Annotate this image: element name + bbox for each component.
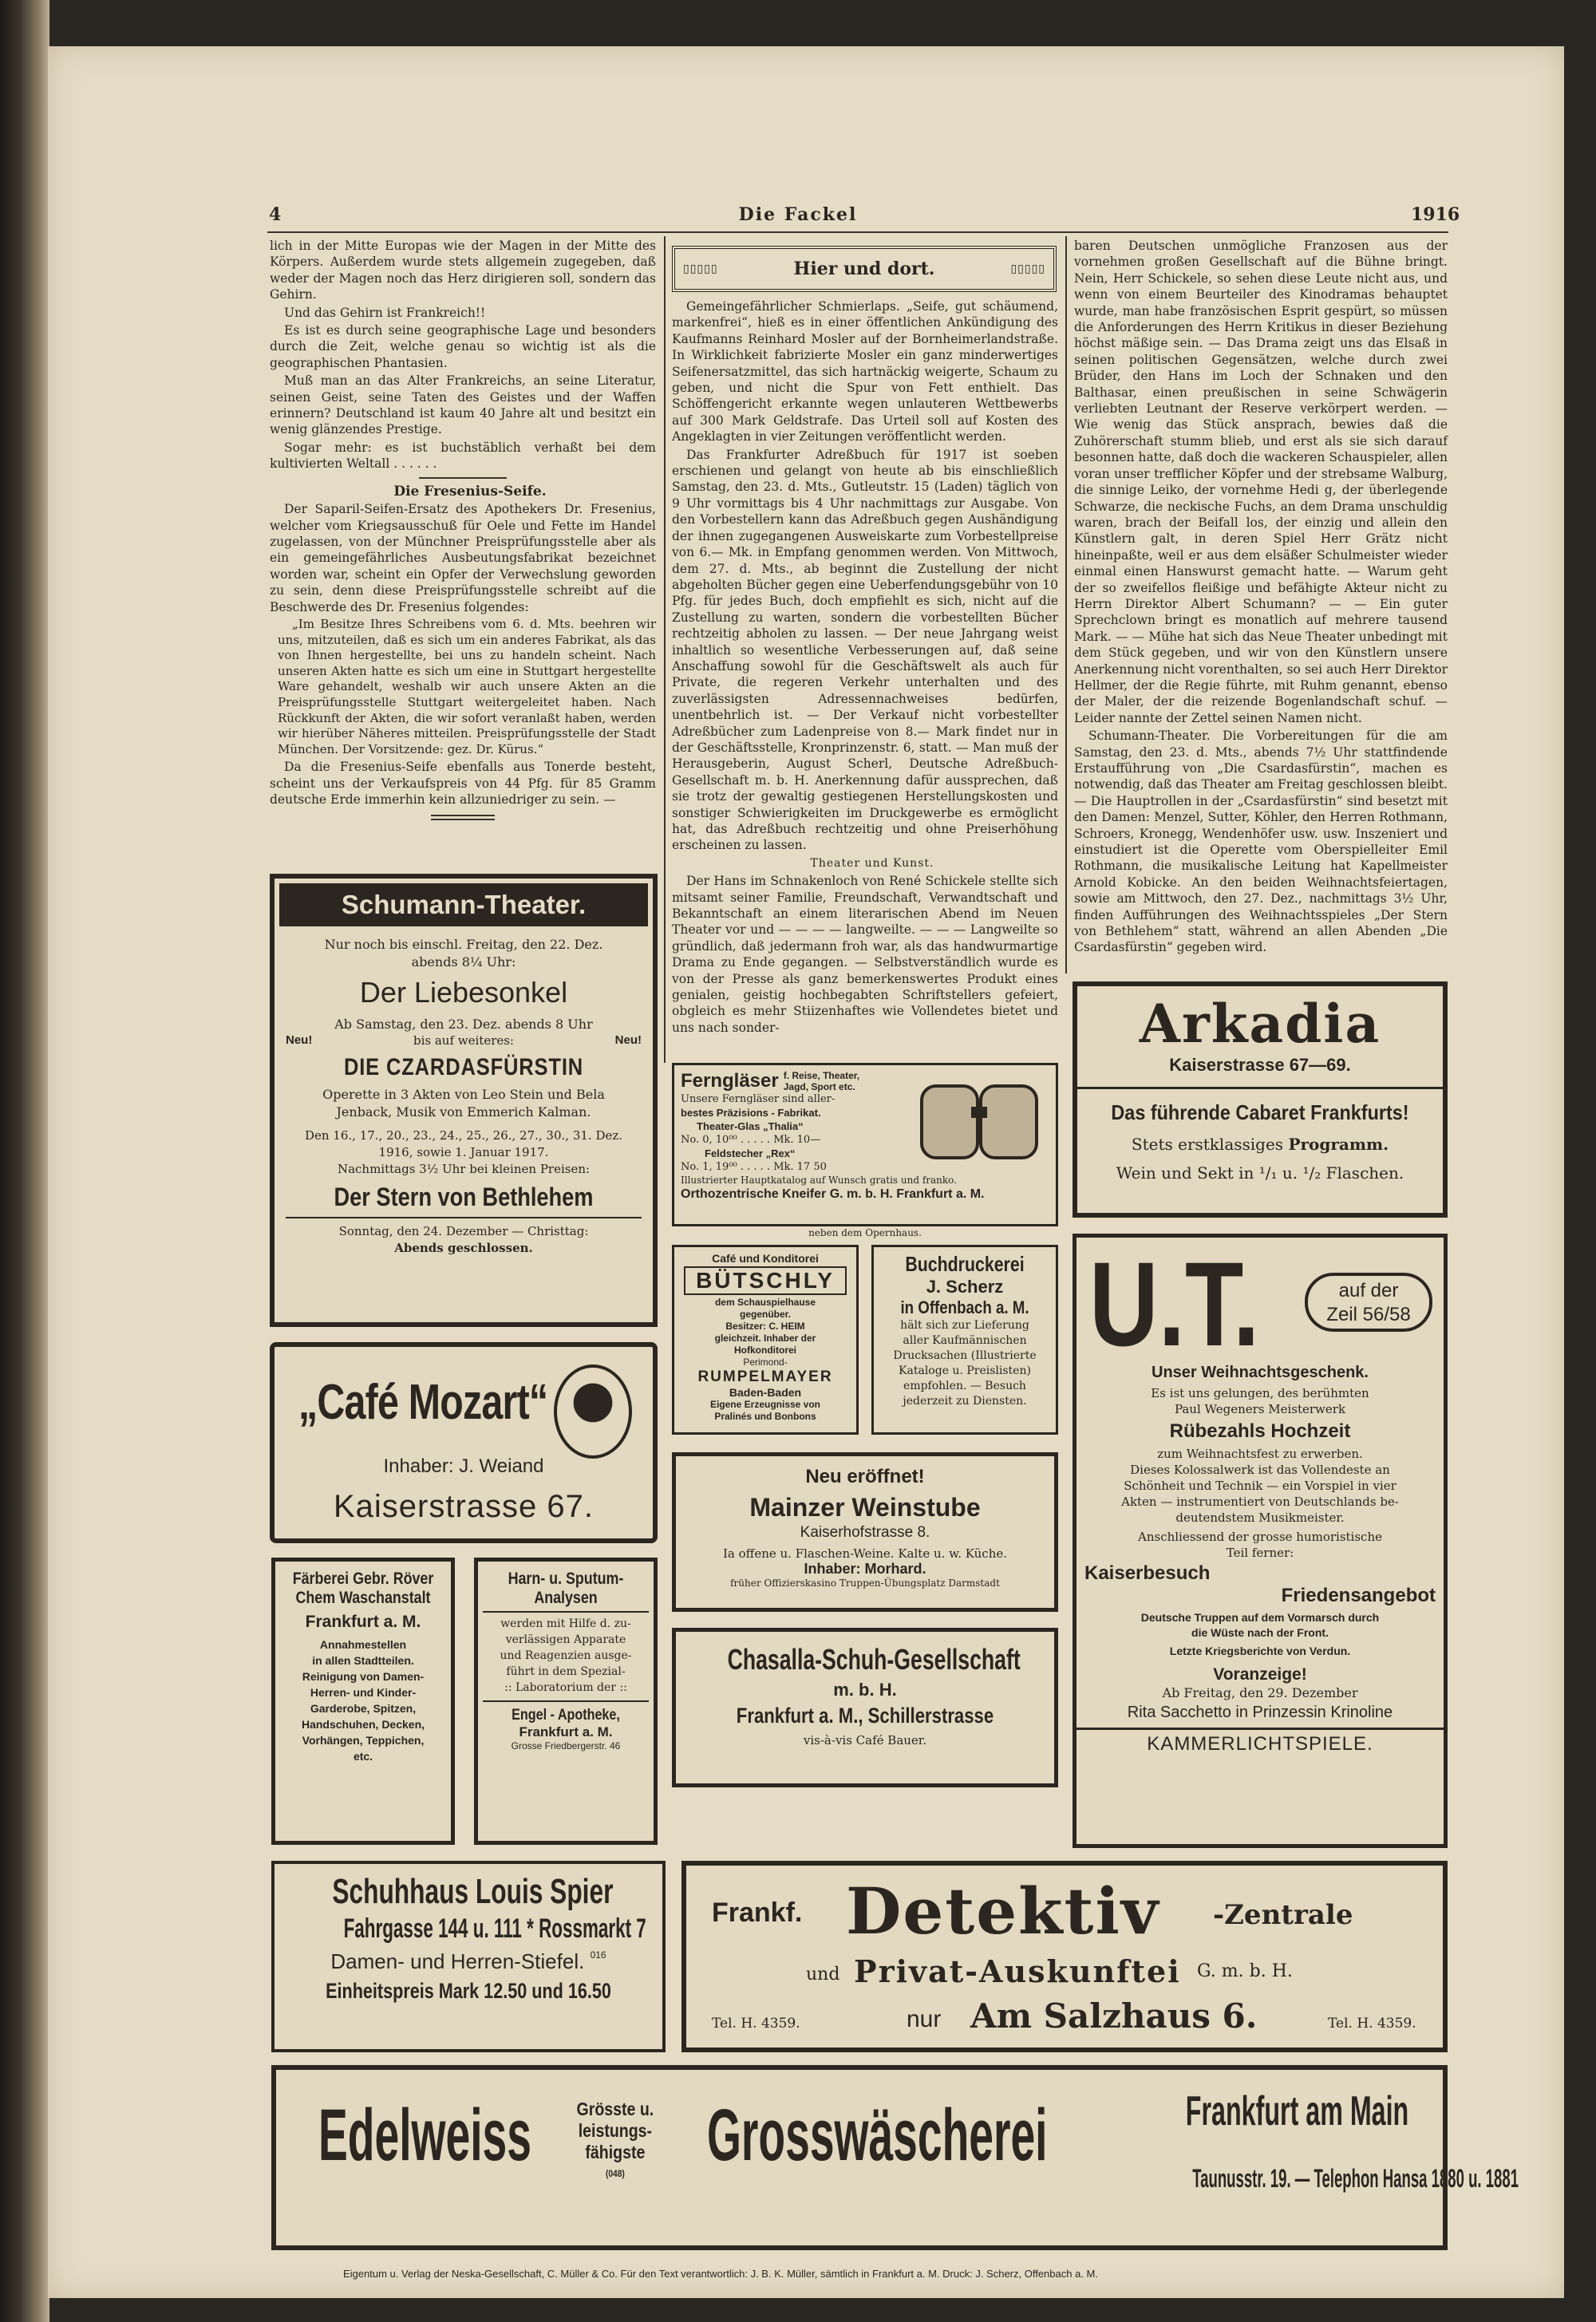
hier-und-dort-box bbox=[672, 246, 1057, 292]
ad-text: Privat-Auskunftei bbox=[854, 1953, 1181, 1989]
divider bbox=[483, 1611, 649, 1613]
show-title: Der Liebesonkel bbox=[359, 976, 568, 1009]
ad-line: Reinigung von Damen- bbox=[302, 1670, 425, 1683]
ad-line: BÜTSCHLY bbox=[684, 1266, 847, 1295]
ad-line: Unser Weihnachtsgeschenk. bbox=[1152, 1364, 1369, 1381]
ad-line: Ab Samstag, den 23. Dez. abends 8 Uhr bbox=[334, 1017, 593, 1032]
ad-line: Besitzer: C. HEIM bbox=[725, 1321, 805, 1332]
ad-line: Voranzeige! bbox=[1213, 1665, 1307, 1684]
page-year: 1916 bbox=[1411, 204, 1460, 225]
col1-paragraph: Der Saparil-Seifen-Ersatz des Apothekers Dr. Fresenius, welcher vom Kriegsausschuß für Oele und Fette im Handel zugelassen, von der Münchner Preisprüfungsstelle aber als ein gemeingefährliches Ausbeutungsfabrikat bezeichnet worden war, scheint ein Opfer der Verwechslung geworden zu sein, denn diese Preisprüfungsstelle schreibt auf die Beschwerde des Dr. Fresenius folgendes: bbox=[270, 502, 656, 614]
ad-line: Es ist uns gelungen, des berühmten bbox=[1151, 1386, 1369, 1400]
ad-code: (048) bbox=[605, 2168, 625, 2179]
ad-line: Mainzer Weinstube bbox=[749, 1493, 981, 1522]
ut-header bbox=[1084, 1237, 1436, 1371]
ad-line: früher Offizierskasino Truppen-Übungsplatz Darmstadt bbox=[730, 1578, 1000, 1589]
ad-line: Jagd, Sport etc. bbox=[783, 1081, 855, 1092]
ad-arkadia bbox=[1073, 981, 1448, 1218]
ad-line: Fahrgasse 144 u. 111 * Rossmarkt 7 bbox=[343, 1913, 646, 1944]
ad-line: fähigste bbox=[585, 2142, 646, 2162]
ad-line: Frankfurt a. M. bbox=[519, 1724, 613, 1740]
ut-badge bbox=[1305, 1273, 1432, 1332]
ad-text: Frankf. bbox=[712, 1897, 803, 1928]
ad-title: Ferngläser bbox=[681, 1070, 779, 1092]
ad-cafe-buetschly bbox=[672, 1245, 859, 1435]
ad-text: Tel. H. 4359. bbox=[712, 2016, 800, 2032]
ad-faerberei-roever bbox=[271, 1558, 455, 1845]
ad-line: Kaiserbesuch bbox=[1084, 1562, 1211, 1584]
ad-line: Das führende Cabaret Frankfurts! bbox=[1111, 1100, 1409, 1124]
neu-label: Neu! bbox=[614, 1033, 642, 1047]
ad-line: Akten — instrumentiert von Deutschlands be- bbox=[1121, 1495, 1399, 1509]
ad-line: Drucksachen (Illustrierte bbox=[893, 1349, 1037, 1362]
col1-quote: „Im Besitze Ihres Schreibens vom 6. d. Mts. beehren wir uns, mitzuteilen, daß es sich um ein anderes Fabrikat, als das von Ihnen hergestellte, bei uns zu handeln scheint. Nach unseren Akten hatte es sich um eine in Stuttgart hergestellte Ware gehandelt, weshalb wir auch unsere Akten an die Preisprüfungsstelle Stuttgart weitergeleitet haben. Nach Rückkunft der Akten, die wir sofort veranlaßt haben, werden wir hierüber Näheres mitteilen. Preisprüfungsstelle der Stadt München. Der Vorsitzende: gez. Dr. Kürus.“ bbox=[278, 616, 656, 756]
section-heading-fresenius: Die Fresenius-Seife. bbox=[393, 483, 547, 500]
ad-line: Teil ferner: bbox=[1226, 1546, 1294, 1560]
ad-line: Den 16., 17., 20., 23., 24., 25., 26., 27., 30., 31. Dez. bbox=[304, 1128, 623, 1143]
ad-title-text: Schumann-Theater. bbox=[341, 890, 587, 919]
column-3 bbox=[1074, 238, 1448, 958]
col1-paragraph: lich in der Mitte Europas wie der Magen in der Mitte des Körpers. Außerdem wurde stets allgemein zugegeben, daß weder der Magen noch das Herz dirigieren soll, sondern das Gehirn. bbox=[270, 239, 656, 302]
cafe-mozart-title: „Café Mozart“ bbox=[298, 1375, 548, 1430]
newspaper-title: Die Fackel bbox=[738, 204, 858, 225]
ad-detektiv-zentrale bbox=[681, 1861, 1448, 2052]
ad-line: bis auf weiteres: bbox=[413, 1033, 514, 1048]
ad-line: Engel - Apotheke, bbox=[512, 1707, 620, 1724]
ad-line: auf der bbox=[1338, 1280, 1399, 1301]
ad-line: m. b. H. bbox=[833, 1680, 897, 1700]
ad-line: Inhaber: Morhard. bbox=[804, 1561, 926, 1577]
ad-subtitle bbox=[784, 1070, 859, 1092]
binoculars-icon bbox=[920, 1076, 1038, 1159]
divider bbox=[1077, 1087, 1443, 1089]
ad-line: Einheitspreis Mark 12.50 und 16.50 bbox=[326, 1979, 611, 2003]
ad-line: empfohlen. — Besuch bbox=[903, 1380, 1026, 1392]
ad-chasalla bbox=[672, 1628, 1058, 1787]
ad-line: hält sich zur Lieferung bbox=[900, 1319, 1029, 1332]
ad-buchdruckerei-scherz bbox=[871, 1245, 1058, 1435]
col1-paragraph: Sogar mehr: es ist buchstäblich verhaßt bei dem kultivierten Weltall . . . . . . bbox=[270, 440, 656, 472]
arkadia-address: Kaiserstrasse 67—69. bbox=[1169, 1055, 1351, 1075]
col1-paragraph: Und das Gehirn ist Frankreich!! bbox=[284, 305, 486, 320]
ad-line: Baden-Baden bbox=[729, 1386, 802, 1399]
ornament: ▯▯▯▯▯ bbox=[683, 263, 718, 275]
ad-line: Dieses Kolossalwerk ist das Vollendeste an bbox=[1130, 1463, 1390, 1477]
ad-line: Frankfurt a. M., Schillerstrasse bbox=[736, 1704, 994, 1728]
ad-line: Grosse Friedbergerstr. 46 bbox=[511, 1740, 621, 1751]
ad-text: Grosswäscherei bbox=[707, 2095, 1048, 2176]
ad-edelweiss-grosswaescherei bbox=[271, 2065, 1519, 2250]
ad-line: die Wüste nach der Front. bbox=[1191, 1626, 1329, 1639]
ad-line: Nur noch bis einschl. Freitag, den 22. Dez. bbox=[324, 937, 603, 952]
col2-paragraph: Das Frankfurter Adreßbuch für 1917 ist soeben erschienen und gelangt von heute ab bis einschließlich Samstag, den 23. d. Mts., Gutleutstr. 15 (Laden) täglich von 9 Uhr vormittags bis 4 Uhr nachmittags zur Ausgabe. Von den Vorbestellern kann das Adreßbuch gegen Aushändigung der ihnen zugegangenen Ausweiskarte zum Vorbestellpreise von 6.— Mk. in Empfang genommen werden. Von Mittwoch, dem 27. d. Mts., ab beginnt die Zustellung der nicht abgeholten Bücher gegen eine Ueberfendungsgebühr von 10 Pfg. für jedes Buch, doch empfiehlt es sich, nicht auf die Zustellung zu warten, sondern die vorbestellten Bücher rechtzeitig abholen zu lassen. — Der neue Jahrgang weist inhaltlich so wesentliche Verbesserungen auf, daß seine Anschaffung sowohl für die Geschäftswelt als auch für Private, die regeren Verkehr unterhalten und des zuverlässigsten Adressennachweises bedürfen, unentbehrlich ist. — Der Verkauf nicht vorbestellter Adreßbücher zum Ladenpreise von 8.— Mark findet nur in der Geschäftsstelle, Kronprinzenstr. 6, statt. — Man muß der Herausgeberin, August Scherl, Deutsche Adreßbuch-Gesellschaft m. b. H. Anerkennung dafür aussprechen, daß sie trotz der gewaltig gestiegenen Herstellungskosten und sonstiger Schwierigkeiten im Druckgewerbe es ermöglicht hat, das Adreßbuch rechtzeitig und ohne Preiserhöhung erscheinen zu lassen. bbox=[672, 447, 1058, 853]
col2-paragraph: Gemeingefährlicher Schmierlaps. „Seife, gut schäumend, markenfrei“, hieß es in einer öffentlichen Ankündigung des Kaufmanns Reinhard Mosler auf der Bornheimerlandstraße. In Wirklichkeit fabrizierte Mosler ein ganz minderwertiges Seifenersatzmittel, das sich hartnäckig weigerte, Schaum zu geben, und nicht die Spur von Fett enthielt. Das Schöffengericht erkannte wegen unlauteren Wettbewerbs auf 300 Mark Geldstrafe. Das Urteil soll auf Kosten des Angeklagten in vier Zeitungen veröffentlicht werden. bbox=[672, 299, 1058, 444]
ad-text: Detektiv bbox=[846, 1874, 1160, 1949]
ad-line: Grösste u. bbox=[576, 2099, 654, 2119]
header-rule bbox=[267, 231, 1448, 233]
ad-line: etc. bbox=[353, 1750, 373, 1763]
ad-line: führt in dem Spezial- bbox=[506, 1665, 626, 1678]
ad-line: in allen Stadtteilen. bbox=[312, 1654, 414, 1667]
ad-line: Schönheit und Technik — ein Vorspiel in vier bbox=[1124, 1479, 1396, 1493]
page-number: 4 bbox=[269, 204, 282, 225]
ad-line: No. 0, 10⁰⁰ . . . . . Mk. 10— bbox=[681, 1134, 821, 1146]
ad-line: Jenback, Musik von Emmerich Kalman. bbox=[336, 1104, 591, 1120]
ad-cafe-mozart bbox=[270, 1342, 658, 1543]
ad-line: 1916, sowie 1. Januar 1917. bbox=[378, 1145, 549, 1159]
divider bbox=[483, 1700, 649, 1702]
ad-fernglaeser bbox=[672, 1063, 1058, 1226]
ad-line: Zeil 56/58 bbox=[1326, 1304, 1411, 1325]
ad-engel-apotheke bbox=[474, 1558, 658, 1845]
ad-line: Rita Sacchetto in Prinzessin Krinoline bbox=[1127, 1704, 1393, 1721]
ad-text: Programm. bbox=[1288, 1135, 1389, 1154]
ad-line: Kaiserhofstrasse 8. bbox=[800, 1524, 930, 1541]
ad-line: aller Kaufmännischen bbox=[903, 1334, 1027, 1347]
show-title: Der Stern von Bethlehem bbox=[334, 1183, 594, 1211]
col2-paragraph: Der Hans im Schnakenloch von René Schickele stellte sich mitsamt seiner Familie, Freundschaft, Verwandtschaft und Bekanntschaft an einem literarischen Abend im Neuen Theater vor und — — — — langweilte. — — — Langweilte so gründlich, daß jedermann froh war, als das handwurmartige Drama zu Ende gegangen. — Selbstverständlich wurde es von der Presse als ganz bemerkenswertes Produkt eines genialen, geistig hochbegabten Schriftstellers gefeiert, obgleich es mehr Stiizenhaftes wie Vollendetes bietet und uns nach sonder- bbox=[672, 874, 1058, 1035]
ad-line: Illustrierter Hauptkatalog auf Wunsch gratis und franko. bbox=[681, 1175, 958, 1186]
ad-title bbox=[279, 883, 648, 926]
column-divider-2 bbox=[1065, 236, 1067, 973]
col1-paragraph: Da die Fresenius-Seife ebenfalls aus Tonerde besteht, scheint uns der Verkaufspreis von 44 Pfg. für 85 Gramm deutsche Erde immerhin kein allzuniedriger zu sein. — bbox=[270, 760, 656, 808]
ad-line: Neu eröffnet! bbox=[805, 1466, 925, 1487]
ad-schuhhaus-spier bbox=[271, 1861, 666, 2052]
short-rule bbox=[431, 819, 495, 820]
ad-schumann-theater bbox=[270, 874, 658, 1327]
col1-paragraph: Es ist es durch seine geographische Lage und besonders durch die Zeit, welche genau so wichtig ist als die geographischen Phantasien. bbox=[270, 323, 656, 370]
ad-line: Nachmittags 3½ Uhr bei kleinen Preisen: bbox=[337, 1162, 591, 1176]
ad-line: Letzte Kriegsberichte von Verdun. bbox=[1169, 1645, 1351, 1657]
ad-line: Anschliessend der grosse humoristische bbox=[1138, 1530, 1382, 1544]
ad-line: Ab Freitag, den 29. Dezember bbox=[1162, 1685, 1358, 1700]
ad-line: No. 1, 19⁰⁰ . . . . . Mk. 17 50 bbox=[681, 1161, 827, 1173]
ad-line: Wein und Sekt in ¹/₁ u. ¹/₂ Flaschen. bbox=[1116, 1163, 1404, 1183]
ad-code: 016 bbox=[590, 1949, 606, 1961]
ad-line: Perimond- bbox=[743, 1356, 788, 1368]
ad-line: Rübezahls Hochzeit bbox=[1169, 1420, 1351, 1442]
short-rule bbox=[431, 815, 495, 816]
ad-line: Kataloge u. Preislisten) bbox=[899, 1364, 1031, 1377]
ad-line: Buchdruckerei bbox=[905, 1252, 1025, 1276]
ad-text: nur bbox=[907, 2006, 942, 2032]
ad-line: Analysen bbox=[534, 1589, 598, 1607]
ad-line: Operette in 3 Akten von Leo Stein und Bela bbox=[322, 1087, 605, 1102]
ad-line: vis-à-vis Café Bauer. bbox=[803, 1733, 927, 1747]
ad-line: Deutsche Truppen auf dem Vormarsch durch bbox=[1140, 1611, 1380, 1624]
ad-line: Abends geschlossen. bbox=[394, 1241, 533, 1255]
ad-text: -Zentrale bbox=[1213, 1899, 1353, 1931]
ad-line: Ia offene u. Flaschen-Weine. Kalte u. w. Küche. bbox=[723, 1546, 1007, 1561]
ad-line: Herren- und Kinder- bbox=[310, 1686, 417, 1699]
ad-line: in Offenbach a. M. bbox=[900, 1297, 1029, 1317]
ad-line: Chasalla-Schuh-Gesellschaft bbox=[727, 1643, 1021, 1676]
ad-text-stack bbox=[577, 2099, 654, 2185]
column-divider-1 bbox=[664, 236, 666, 1063]
ad-line: Theater-Glas „Thalia“ bbox=[697, 1120, 804, 1132]
ad-line: J. Scherz bbox=[926, 1277, 1004, 1297]
ad-line: und Reagenzien ausge- bbox=[500, 1649, 632, 1662]
book-binding-edge bbox=[0, 0, 49, 2322]
ad-line: Harn- u. Sputum- bbox=[508, 1570, 624, 1588]
short-rule bbox=[419, 477, 507, 479]
ad-line: Färberei Gebr. Röver bbox=[292, 1570, 434, 1588]
ad-line bbox=[1084, 1135, 1436, 1154]
ad-line: Annahmestellen bbox=[319, 1638, 407, 1651]
ad-line: Paul Wegeners Meisterwerk bbox=[1174, 1402, 1346, 1416]
col3-paragraph: Schumann-Theater. Die Vorbereitungen für die am Samstag, den 23. d. Mts., abends 7½ Uhr stattfindende Erstaufführung von „Die Csardasfürstin“, machen es notwendig, daß das Theater am Freitag geschlossen bleibt. — Die Hauptrollen in der „Csardasfürstin“ sind besetzt mit den Damen: Menzel, Sutter, Köhler, den Herren Rothmann, Schroers, Kronegg, Wendenhöfer usw. usw. Inszeniert und einstudiert ist die Operette vom Oberspielleiter Emil Rothmann, die musikalische Leitung hat Kapellmeister Arnold Kobicke. An den beiden Weihnachtsfeiertagen, sowie am Mittwoch, den 27. Dez., nachmittags 3½ Uhr, finden Aufführungen des Weihnachtsspieles „Der Stern von Bethlehem“ statt, während an allen Abenden „Die Csardasfürstin“ gegeben wird. bbox=[1074, 729, 1448, 955]
show-title: DIE CZARDASFÜRSTIN bbox=[343, 1054, 584, 1080]
ad-line: gleichzeit. Inhaber der bbox=[714, 1333, 816, 1344]
ad-text: Tel. H. 4359. bbox=[1328, 2016, 1416, 2032]
ad-line: Hofkonditorei bbox=[734, 1345, 796, 1356]
col1-paragraph: Muß man an das Alter Frankreichs, an seine Literatur, seinen Geist, seine Taten des Geistes und der Waffen erinnern? Deutschland ist kaum 40 Jahre alt und besitzt ein wenig glänzendes Prestige. bbox=[270, 373, 656, 437]
column-1 bbox=[270, 238, 656, 820]
cafe-address: Kaiserstrasse 67. bbox=[333, 1489, 595, 1524]
ad-line: Unsere Ferngläser sind aller- bbox=[681, 1093, 836, 1105]
ad-text: und bbox=[806, 1965, 840, 1984]
neu-label: Neu! bbox=[286, 1033, 313, 1047]
column-2 bbox=[672, 298, 1058, 1037]
ad-text: G. m. b. H. bbox=[1197, 1961, 1293, 1981]
col3-paragraph: baren Deutschen unmögliche Franzosen aus der vornehmen großen Gesellschaft auf die Bühne bringt. Nein, Herr Schickele, so sehen diese Leute nicht aus, und wenn von einem Beurteiler des Kinodramas behauptet wurde, man habe französischen Esprit gespürt, so müssen die Anforderungen des Herrn Kritikus in dieser Beziehung höchst mäßige sein. — Das Drama zeigt uns das Elsaß in seinen politischen Gegensätzen, welche durch zwei Brüder, den Hans im Loch der Schnaken und den Balthasar, einen preußischen in seine Schwägerin verliebten Leutnant der Reserve verkörpert werden. — Wie wenig das Stück ansprach, bewies daß die Zuhörerschaft stumm blieb, und erst als sie sich darauf besonnen hatte, daß doch die wackeren Schauspieler, allen voran unser trefflicher Köpfer und der strebsame Walburg, die sinnige Leiko, der vornehme Hedi g, der überlegende Schwarze, die neckische Fuchs, an dem Drama unschuldig waren, brach der Beifall los, der einzig und allein den Künstlern galt, in deren Spiel Herr Grätz nicht hineinpaßte, weil er aus dem elsäßer Schulmeister wieder einmal einen Hanswurst gemacht hatte. — Warum geht der so zweifellos fleißige und befähigte Akteur nicht zu Herrn Direktor Albert Schumann? — — Ein guter Sprechclown bringt es monatlich auf mehrere tausend Mark. — — Mühe hat sich das Neue Theater unbedingt mit dem Stück gegeben, und wir von den Künstlern unsere Anerkennung nicht vorenthalten, so sei auch Herr Direktor Hellmer, der die Regie führte, mit Ruhm genannt, ebenso der Maler, der die reizende Bogenlandschaft schuf. — Leider nannte der Zettel seinen Namen nicht. bbox=[1074, 239, 1448, 725]
ad-line: Frankfurt a. M. bbox=[305, 1613, 421, 1631]
ad-line: Feldstecher „Rex“ bbox=[705, 1147, 796, 1159]
ad-line: Friedensangebot bbox=[1281, 1585, 1436, 1606]
ad-line: leistungs- bbox=[578, 2120, 653, 2141]
ad-line: jederzeit zu Diensten. bbox=[903, 1395, 1027, 1408]
ad-text: Taunusstr. 19. — Telephon Hansa 1880 u. 1881 bbox=[1192, 2164, 1519, 2193]
ad-text: Edelweiss bbox=[318, 2095, 531, 2176]
arkadia-title: Arkadia bbox=[1139, 993, 1381, 1055]
ad-line: zum Weihnachtsfest zu erwerben. bbox=[1157, 1447, 1363, 1461]
ad-text: Am Salzhaus 6. bbox=[970, 1996, 1258, 2036]
ad-ut-lichtspiele bbox=[1073, 1234, 1448, 1848]
cafe-owner: Inhaber: J. Weiand bbox=[383, 1455, 544, 1477]
ad-line: f. Reise, Theater, bbox=[783, 1070, 860, 1081]
ad-text: Frankfurt am Main bbox=[1185, 2088, 1409, 2134]
ad-line: Vorhängen, Teppichen, bbox=[302, 1734, 425, 1747]
ad-line: Eigene Erzeugnisse von bbox=[709, 1399, 821, 1410]
ad-mainzer-weinstube bbox=[672, 1452, 1058, 1612]
ad-text: Stets erstklassiges bbox=[1131, 1135, 1289, 1154]
ut-logo: U.T. bbox=[1089, 1237, 1260, 1371]
ad-line: werden mit Hilfe d. zu- bbox=[500, 1617, 631, 1630]
ad-line: Handschuhen, Decken, bbox=[301, 1718, 425, 1731]
mozart-portrait-icon bbox=[554, 1364, 632, 1459]
ad-line: dem Schauspielhause bbox=[714, 1297, 816, 1308]
ad-line: :: Laboratorium der :: bbox=[504, 1681, 627, 1694]
ad-caption: neben dem Opernhaus. bbox=[808, 1227, 922, 1238]
ad-text: Damen- und Herren-Stiefel. bbox=[330, 1949, 585, 1973]
ad-line: Pralinés und Bonbons bbox=[714, 1411, 816, 1422]
ad-line: Orthozentrische Kneifer G. m. b. H. Frankfurt a. M. bbox=[681, 1187, 985, 1201]
ad-line: verlässigen Apparate bbox=[505, 1633, 626, 1646]
ad-line: gegenüber. bbox=[739, 1309, 791, 1320]
ad-line: Chem Waschanstalt bbox=[295, 1589, 431, 1607]
ad-row bbox=[286, 1033, 642, 1048]
ad-line: Schuhhaus Louis Spier bbox=[332, 1872, 614, 1911]
ad-line: Café und Konditorei bbox=[712, 1252, 819, 1265]
ad-line bbox=[279, 1949, 658, 1974]
ornament: ▯▯▯▯▯ bbox=[1010, 263, 1045, 275]
ad-line: bestes Präzisions - Fabrikat. bbox=[681, 1107, 821, 1119]
ad-line: Garderobe, Spitzen, bbox=[310, 1702, 417, 1715]
imprint-footer: Eigentum u. Verlag der Neska-Gesellschaft, C. Müller & Co. Für den Text verantwortlich: J. B. K. Müller, sämtlich in Frankfurt a. M. Druck: J. Scherz, Offenbach a. M. bbox=[343, 2268, 1098, 2280]
ad-line: KAMMERLICHTSPIELE. bbox=[1077, 1728, 1444, 1755]
ad-line: abends 8¼ Uhr: bbox=[411, 954, 516, 969]
ad-line: Sonntag, den 24. Dezember — Christtag: bbox=[338, 1224, 589, 1238]
ad-line: RUMPELMAYER bbox=[697, 1368, 833, 1385]
ad-line: deutendstem Musikmeister. bbox=[1175, 1510, 1345, 1525]
divider bbox=[286, 1217, 642, 1218]
section-title-hier-und-dort: Hier und dort. bbox=[793, 259, 935, 279]
section-heading-theater: Theater und Kunst. bbox=[810, 856, 934, 870]
